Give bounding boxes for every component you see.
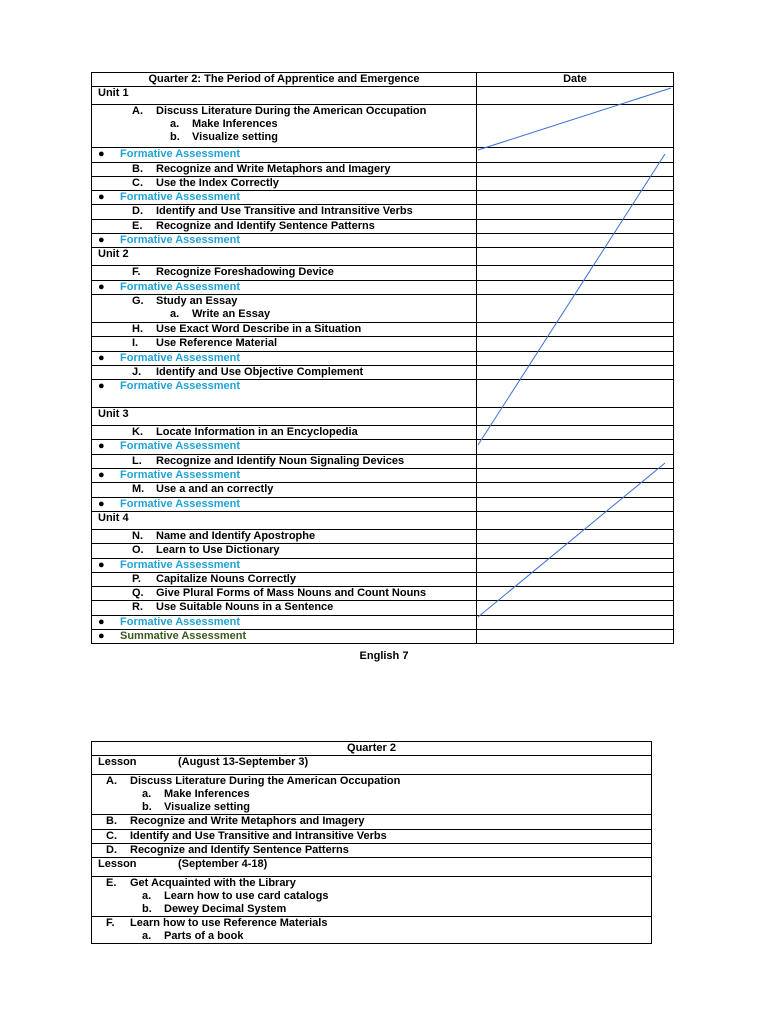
item-text: Use a and an correctly	[156, 483, 274, 496]
date-cell	[477, 454, 674, 468]
date-cell	[477, 365, 674, 379]
bullet-icon: ●	[98, 280, 105, 293]
item-letter: D.	[106, 843, 117, 856]
topic-cell	[92, 544, 477, 558]
date-cell	[477, 544, 674, 558]
date-cell	[477, 426, 674, 440]
lesson-cell	[92, 858, 652, 877]
subitem-text: Visualize setting	[192, 131, 278, 144]
table-row	[92, 266, 674, 280]
item-letter: Q.	[132, 587, 144, 600]
topic-cell	[92, 529, 477, 543]
topic-item	[98, 573, 470, 586]
item-text: Recognize and Identify Noun Signaling Devices	[156, 454, 405, 467]
topic-item	[98, 105, 470, 118]
date-cell	[477, 191, 674, 205]
item-text: Identify and Use Objective Complement	[156, 365, 364, 378]
lesson-label: Lesson	[98, 858, 137, 871]
lesson-topic-cell	[92, 843, 652, 857]
date-cell	[477, 266, 674, 280]
item-text: Use Exact Word Describe in a Situation	[156, 322, 362, 335]
lesson-date-range: (August 13-September 3)	[178, 756, 309, 769]
formative-assessment-label: Formative Assessment	[120, 191, 241, 204]
table-row	[92, 829, 652, 843]
date-cell	[477, 322, 674, 336]
topic-item	[98, 177, 470, 190]
item-letter: C.	[106, 829, 117, 842]
topic-cell	[92, 408, 477, 426]
subitem-letter: b.	[142, 903, 152, 916]
lesson-topic-cell	[92, 829, 652, 843]
topic-cell	[92, 87, 477, 105]
bullet-icon: ●	[98, 191, 105, 204]
formative-assessment-label: Formative Assessment	[120, 440, 241, 453]
subtopic-item	[98, 930, 645, 943]
bullet-icon: ●	[98, 558, 105, 571]
topic-cell	[92, 511, 477, 529]
subitem-text: Dewey Decimal System	[164, 903, 287, 916]
item-letter: N.	[132, 529, 143, 542]
bullet-icon: ●	[98, 148, 105, 161]
date-cell	[477, 380, 674, 408]
date-cell	[477, 511, 674, 529]
topic-item	[98, 163, 470, 176]
quarter2-schedule-table	[91, 72, 674, 644]
date-cell	[477, 280, 674, 294]
topic-item	[98, 455, 470, 468]
subtopic-item	[98, 788, 645, 801]
subtopic-item	[98, 118, 470, 131]
lesson-topic-cell	[92, 917, 652, 944]
table-row	[92, 529, 674, 543]
date-cell	[477, 205, 674, 219]
topic-cell	[92, 176, 477, 190]
unit-label: Unit 3	[98, 408, 129, 421]
date-cell	[477, 601, 674, 615]
topic-item	[98, 323, 470, 336]
topic-cell	[92, 615, 477, 629]
table-row	[92, 87, 674, 105]
item-text: Recognize and Identify Sentence Patterns	[130, 843, 349, 856]
bullet-icon: ●	[98, 380, 105, 393]
topic-item	[98, 266, 470, 279]
subitem-text: Visualize setting	[164, 801, 250, 814]
lesson-row	[92, 858, 652, 877]
topic-cell	[92, 469, 477, 483]
table-row	[92, 294, 674, 322]
table-row	[92, 572, 674, 586]
item-letter: I.	[132, 337, 139, 350]
subtopic-item	[98, 903, 645, 916]
table-row	[92, 497, 674, 511]
date-cell	[477, 572, 674, 586]
item-letter: F.	[132, 266, 141, 279]
item-letter: L.	[132, 454, 142, 467]
subitem-text: Make Inferences	[164, 788, 250, 801]
date-cell	[477, 497, 674, 511]
topic-cell	[92, 572, 477, 586]
item-text: Use Suitable Nouns in a Sentence	[156, 601, 334, 614]
item-letter: D.	[132, 205, 143, 218]
date-cell	[477, 483, 674, 497]
topic-cell	[92, 440, 477, 454]
topic-item	[98, 844, 645, 857]
date-cell	[477, 337, 674, 351]
item-letter: A.	[106, 775, 117, 788]
item-text: Recognize and Identify Sentence Patterns	[156, 219, 375, 232]
topic-cell	[92, 205, 477, 219]
date-cell	[477, 162, 674, 176]
item-letter: E.	[132, 219, 143, 232]
topic-item	[98, 877, 645, 890]
subitem-letter: a.	[170, 307, 180, 320]
caption-english-7: English 7	[359, 650, 409, 662]
table-row	[92, 877, 652, 917]
table-row	[92, 630, 674, 644]
formative-assessment-label: Formative Assessment	[120, 148, 241, 161]
table-row	[92, 615, 674, 629]
item-letter: R.	[132, 601, 143, 614]
formative-assessment-label: Formative Assessment	[120, 380, 241, 393]
item-letter: G.	[132, 294, 144, 307]
unit-label: Unit 1	[98, 87, 129, 100]
date-cell	[477, 529, 674, 543]
bullet-icon: ●	[98, 440, 105, 453]
item-letter: O.	[132, 544, 144, 557]
topic-cell	[92, 558, 477, 572]
bullet-icon: ●	[98, 234, 105, 247]
topic-item	[98, 366, 470, 379]
table-row	[92, 219, 674, 233]
subitem-text: Learn how to use card catalogs	[164, 890, 329, 903]
unit-label: Unit 2	[98, 248, 129, 261]
item-text: Identify and Use Transitive and Intransitive Verbs	[130, 829, 387, 842]
table-row	[92, 601, 674, 615]
topic-item	[98, 220, 470, 233]
date-cell	[477, 105, 674, 148]
topic-cell	[92, 266, 477, 280]
item-text: Recognize and Write Metaphors and Imagery	[156, 162, 391, 175]
subitem-letter: a.	[170, 118, 180, 131]
item-text: Identify and Use Transitive and Intransitive Verbs	[156, 205, 413, 218]
date-cell	[477, 469, 674, 483]
date-cell	[477, 148, 674, 162]
topic-item	[98, 601, 470, 614]
topic-cell	[92, 497, 477, 511]
topic-cell	[92, 191, 477, 205]
topic-item	[98, 775, 645, 788]
table-row	[92, 248, 674, 266]
item-text: Learn how to use Reference Materials	[130, 917, 328, 930]
table-row	[92, 148, 674, 162]
item-letter: H.	[132, 322, 143, 335]
table-row	[92, 544, 674, 558]
item-letter: J.	[132, 365, 142, 378]
quarter2-lesson-table	[91, 741, 652, 944]
table-row	[92, 322, 674, 336]
formative-assessment-label: Formative Assessment	[120, 351, 241, 364]
table-row	[92, 176, 674, 190]
bullet-icon: ●	[98, 630, 105, 643]
subitem-letter: b.	[142, 801, 152, 814]
lesson-topic-cell	[92, 775, 652, 815]
topic-cell	[92, 322, 477, 336]
date-cell	[477, 558, 674, 572]
subtopic-item	[98, 131, 470, 144]
item-text: Study an Essay	[156, 294, 238, 307]
subtopic-item	[98, 308, 470, 321]
item-text: Give Plural Forms of Mass Nouns and Count Nouns	[156, 587, 427, 600]
table2-header: Quarter 2	[92, 742, 652, 756]
item-letter: E.	[106, 877, 117, 890]
table-row	[92, 408, 674, 426]
topic-cell	[92, 483, 477, 497]
table-row	[92, 454, 674, 468]
topic-cell	[92, 294, 477, 322]
bullet-icon: ●	[98, 469, 105, 482]
date-cell	[477, 615, 674, 629]
topic-cell	[92, 162, 477, 176]
topic-cell	[92, 234, 477, 248]
item-text: Capitalize Nouns Correctly	[156, 572, 296, 585]
table-row	[92, 234, 674, 248]
table-row	[92, 587, 674, 601]
table-row	[92, 775, 652, 815]
table-row	[92, 469, 674, 483]
date-cell	[477, 87, 674, 105]
item-letter: B.	[132, 162, 143, 175]
formative-assessment-label: Formative Assessment	[120, 469, 241, 482]
date-cell	[477, 408, 674, 426]
topic-cell	[92, 454, 477, 468]
item-letter: P.	[132, 572, 141, 585]
formative-assessment-label: Formative Assessment	[120, 615, 241, 628]
table-header-title: Quarter 2: The Period of Apprentice and Emergence	[92, 73, 477, 87]
topic-item	[98, 483, 470, 496]
table-row	[92, 558, 674, 572]
item-text: Recognize Foreshadowing Device	[156, 266, 334, 279]
item-text: Recognize and Write Metaphors and Imagery	[130, 815, 365, 828]
subitem-text: Make Inferences	[192, 118, 278, 131]
table-row	[92, 191, 674, 205]
topic-cell	[92, 365, 477, 379]
subitem-letter: a.	[142, 930, 152, 943]
table-row	[92, 511, 674, 529]
topic-cell	[92, 148, 477, 162]
topic-cell	[92, 248, 477, 266]
table-row	[92, 440, 674, 454]
date-cell	[477, 630, 674, 644]
date-cell	[477, 440, 674, 454]
subitem-letter: a.	[142, 788, 152, 801]
lesson-cell	[92, 756, 652, 775]
item-letter: B.	[106, 815, 117, 828]
item-letter: F.	[106, 917, 115, 930]
lesson-date-range: (September 4-18)	[178, 858, 268, 871]
subtopic-item	[98, 801, 645, 814]
topic-item	[98, 830, 645, 843]
topic-item	[98, 530, 470, 543]
lesson-topic-cell	[92, 877, 652, 917]
table-header-date: Date	[477, 73, 674, 87]
table-row	[92, 483, 674, 497]
formative-assessment-label: Formative Assessment	[120, 497, 241, 510]
subitem-letter: b.	[170, 131, 180, 144]
table-row	[92, 917, 652, 944]
item-text: Name and Identify Apostrophe	[156, 529, 316, 542]
table-row	[92, 351, 674, 365]
lesson-row	[92, 756, 652, 775]
topic-item	[98, 917, 645, 930]
date-cell	[477, 248, 674, 266]
subitem-text: Parts of a book	[164, 930, 244, 943]
item-text: Discuss Literature During the American Occupation	[156, 105, 427, 118]
topic-cell	[92, 601, 477, 615]
table-row	[92, 105, 674, 148]
date-cell	[477, 219, 674, 233]
bullet-icon: ●	[98, 615, 105, 628]
table-row	[92, 280, 674, 294]
topic-item	[98, 295, 470, 308]
item-text: Get Acquainted with the Library	[130, 877, 296, 890]
item-letter: C.	[132, 176, 143, 189]
item-text: Locate Information in an Encyclopedia	[156, 426, 358, 439]
topic-item	[98, 337, 470, 350]
subitem-text: Write an Essay	[192, 307, 271, 320]
unit-label: Unit 4	[98, 511, 129, 524]
topic-cell	[92, 105, 477, 148]
table-row	[92, 162, 674, 176]
topic-item	[98, 587, 470, 600]
formative-assessment-label: Formative Assessment	[120, 558, 241, 571]
topic-cell	[92, 380, 477, 408]
topic-cell	[92, 630, 477, 644]
topic-cell	[92, 351, 477, 365]
table-row	[92, 426, 674, 440]
item-text: Use Reference Material	[156, 337, 278, 350]
item-letter: M.	[132, 483, 145, 496]
topic-item	[98, 544, 470, 557]
bullet-icon: ●	[98, 497, 105, 510]
topic-item	[98, 205, 470, 218]
subtopic-item	[98, 890, 645, 903]
table-row	[92, 337, 674, 351]
item-text: Discuss Literature During the American Occupation	[130, 775, 401, 788]
topic-cell	[92, 280, 477, 294]
date-cell	[477, 234, 674, 248]
lesson-label: Lesson	[98, 756, 137, 769]
subitem-letter: a.	[142, 890, 152, 903]
item-text: Use the Index Correctly	[156, 176, 279, 189]
topic-cell	[92, 219, 477, 233]
table-row	[92, 205, 674, 219]
item-text: Learn to Use Dictionary	[156, 544, 280, 557]
date-cell	[477, 176, 674, 190]
formative-assessment-label: Formative Assessment	[120, 234, 241, 247]
date-cell	[477, 294, 674, 322]
table-row	[92, 380, 674, 408]
table-row	[92, 365, 674, 379]
item-letter: A.	[132, 105, 143, 118]
lesson-topic-cell	[92, 815, 652, 829]
topic-cell	[92, 426, 477, 440]
table-row	[92, 843, 652, 857]
item-letter: K.	[132, 426, 143, 439]
date-cell	[477, 351, 674, 365]
table-row	[92, 815, 652, 829]
topic-item	[98, 426, 470, 439]
topic-cell	[92, 337, 477, 351]
date-cell	[477, 587, 674, 601]
topic-cell	[92, 587, 477, 601]
formative-assessment-label: Formative Assessment	[120, 280, 241, 293]
summative-assessment-label: Summative Assessment	[120, 630, 247, 643]
bullet-icon: ●	[98, 351, 105, 364]
topic-item	[98, 815, 645, 828]
